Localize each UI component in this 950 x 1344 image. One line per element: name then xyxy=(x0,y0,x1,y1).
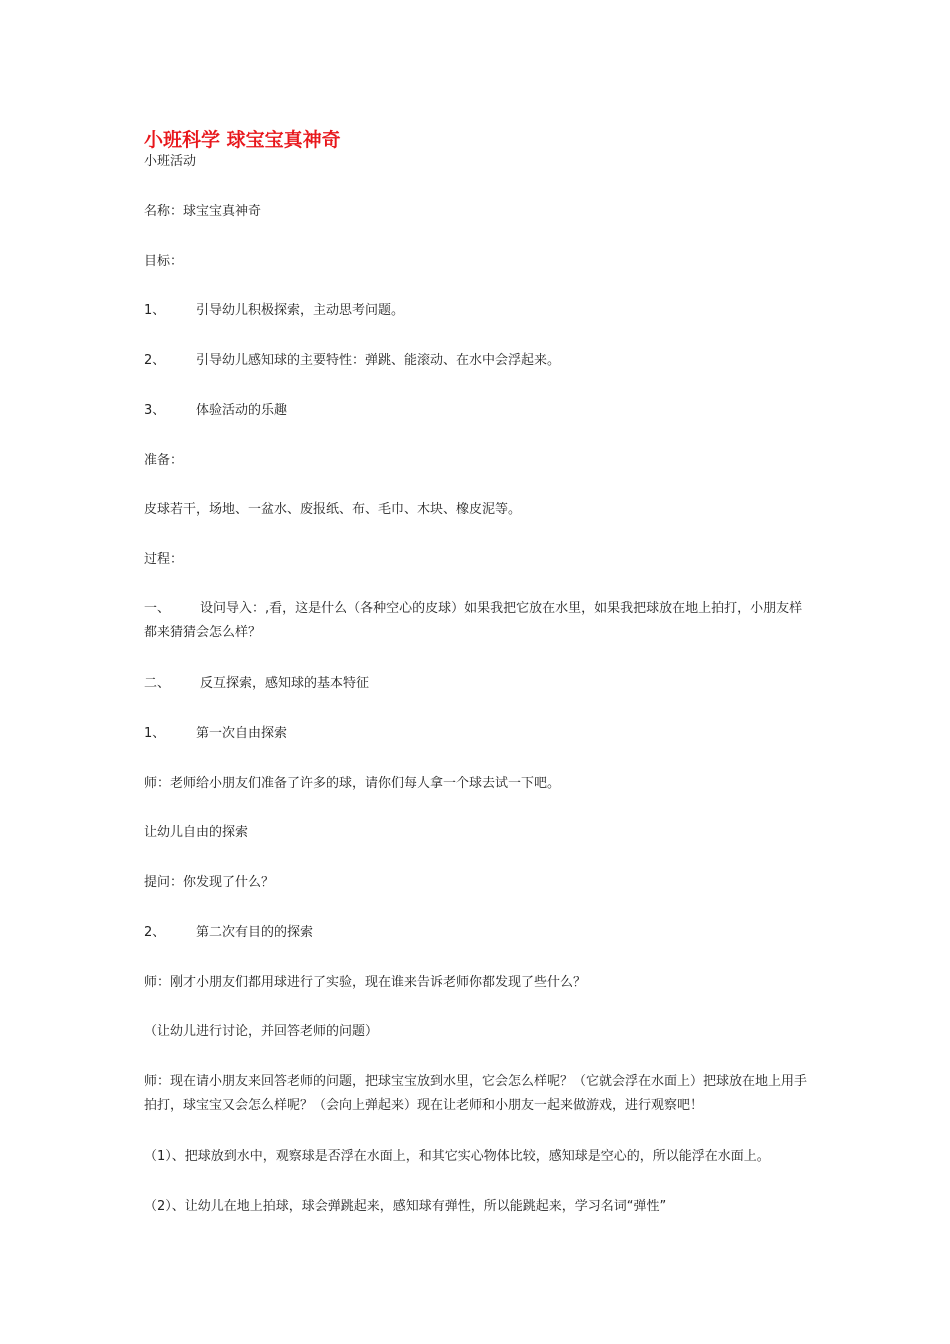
prep-text: 皮球若干，场地、一盆水、废报纸、布、毛巾、木块、橡皮泥等。 xyxy=(144,502,522,517)
goal-heading: 目标： xyxy=(144,254,184,269)
goal-number: 3、 xyxy=(144,403,166,418)
process-heading: 过程： xyxy=(144,552,184,567)
activity-name: 名称：球宝宝真神奇 xyxy=(144,204,262,219)
document-subtitle: 小班活动 xyxy=(144,154,197,169)
free-explore-line: 让幼儿自由的探索 xyxy=(144,825,249,840)
step-text: 设问导入：,看，这是什么（各种空心的皮球）如果我把它放在水里，如果我把球放在地上拍打，小朋友样都来猜猜会怎么样？ xyxy=(144,601,803,640)
sub-step-2 xyxy=(144,923,313,943)
goal-text: 引导幼儿感知球的主要特性：弹跳、能滚动、在水中会浮起来。 xyxy=(196,353,561,368)
step-number: 一、 xyxy=(144,601,171,616)
teacher-line: 师：老师给小朋友们准备了许多的球，请你们每人拿一个球去试一下吧。 xyxy=(144,776,561,791)
teacher-line: 师：刚才小朋友们都用球进行了实验，现在谁来告诉老师你都发现了些什么？ xyxy=(144,975,587,990)
sub-step-text: 第二次有目的的探索 xyxy=(196,925,314,940)
sub-step-text: 第一次自由探索 xyxy=(196,726,288,741)
observation-item-2: （2）、让幼儿在地上拍球，球会弹跳起来，感知球有弹性，所以能跳起来，学习名词“弹性” xyxy=(144,1199,667,1214)
observation-item-1: （1）、把球放到水中，观察球是否浮在水面上，和其它实心物体比较，感知球是空心的，所以能浮在水面上。 xyxy=(144,1149,770,1164)
sub-step-1 xyxy=(144,724,287,744)
goal-item xyxy=(144,351,560,371)
teacher-paragraph: 师：现在请小朋友来回答老师的问题，把球宝宝放到水里，它会怎么样呢？（它就会浮在水面上）把球放在地上用手拍打，球宝宝又会怎么样呢？（会向上弹起来）现在让老师和小朋友一起来做游戏，进行观察吧！ xyxy=(144,1074,808,1113)
goal-number: 1、 xyxy=(144,303,166,318)
goal-number: 2、 xyxy=(144,353,166,368)
document-title: 小班科学 球宝宝真神奇 xyxy=(144,129,341,151)
goal-text: 引导幼儿积极探索，主动思考问题。 xyxy=(196,303,405,318)
question-line: 提问：你发现了什么？ xyxy=(144,875,275,890)
sub-step-number: 2、 xyxy=(144,925,166,940)
discussion-line: （让幼儿进行讨论，并回答老师的问题） xyxy=(144,1024,379,1039)
prep-heading: 准备： xyxy=(144,453,184,468)
step-2 xyxy=(144,674,369,694)
goal-text: 体验活动的乐趣 xyxy=(196,403,288,418)
goal-item xyxy=(144,301,404,321)
sub-step-number: 1、 xyxy=(144,726,166,741)
goal-item xyxy=(144,401,287,421)
step-1 xyxy=(144,597,810,645)
step-text: 反互探索，感知球的基本特征 xyxy=(200,676,370,691)
step-number: 二、 xyxy=(144,676,171,691)
